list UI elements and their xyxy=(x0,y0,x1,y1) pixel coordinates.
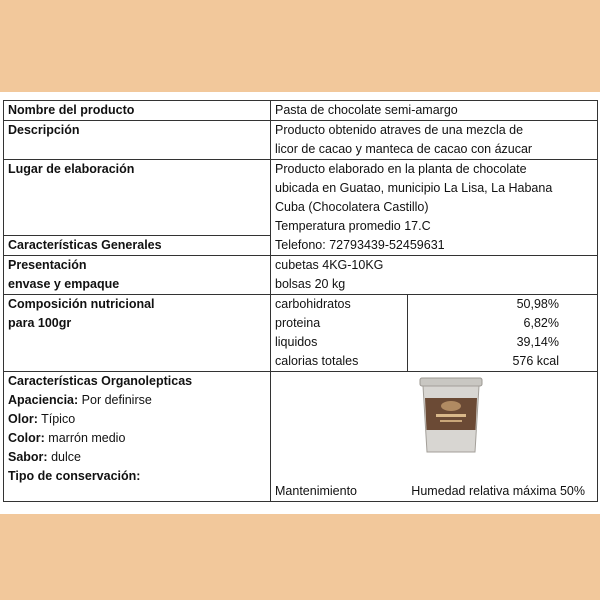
color-label: Color: xyxy=(8,431,45,445)
smell-value: Típico xyxy=(41,412,76,426)
nutrition-label-line: Composición nutricional xyxy=(8,297,155,311)
taste-value: dulce xyxy=(51,450,81,464)
smell-line xyxy=(8,410,266,429)
place-line: ubicada en Guatao, municipio La Lisa, La Habana xyxy=(275,181,553,195)
color-value: marrón medio xyxy=(48,431,126,445)
nutrient-values xyxy=(408,295,597,371)
general-label: Características Generales xyxy=(4,236,271,256)
appearance-line xyxy=(8,391,266,410)
nutrient-value: 50,98% xyxy=(516,297,559,311)
nutrient-value: 39,14% xyxy=(516,335,559,349)
nutrient-name: proteina xyxy=(275,316,321,330)
place-line: Cuba (Chocolatera Castillo) xyxy=(275,200,429,214)
organoleptic-title: Características Organolepticas xyxy=(8,374,193,388)
organoleptic-label xyxy=(4,372,271,502)
row-nutrition xyxy=(4,295,598,372)
nutrient-value: 576 kcal xyxy=(512,354,559,368)
appearance-label: Apaciencia: xyxy=(8,393,79,407)
presentation-label-line: envase y empaque xyxy=(8,277,120,291)
place-line: Telefono: 72793439-52459631 xyxy=(275,238,445,252)
presentation-line: bolsas 20 kg xyxy=(275,277,346,291)
product-spec-table xyxy=(3,100,598,502)
conservation-label: Tipo de conservación: xyxy=(8,469,141,483)
conservation-row xyxy=(275,482,593,501)
taste-line xyxy=(8,448,266,467)
appearance-value: Por definirse xyxy=(81,393,152,407)
spec-sheet xyxy=(0,92,600,514)
taste-label: Sabor: xyxy=(8,450,48,464)
humidity-text: Humedad relativa máxima 50% xyxy=(411,484,585,498)
presentation-line: cubetas 4KG-10KG xyxy=(275,258,384,272)
product-name-label: Nombre del producto xyxy=(4,101,271,121)
product-name-value: Pasta de chocolate semi-amargo xyxy=(271,101,598,121)
description-line: Producto obtenido atraves de una mezcla de xyxy=(275,123,524,137)
nutrient-value: 6,82% xyxy=(523,316,559,330)
place-label: Lugar de elaboración xyxy=(4,160,271,236)
row-place xyxy=(4,160,598,236)
description-value xyxy=(271,121,598,160)
organoleptic-value xyxy=(271,372,598,502)
row-product-name xyxy=(4,101,598,121)
description-label: Descripción xyxy=(4,121,271,160)
nutrition-label-line: para 100gr xyxy=(8,316,72,330)
row-presentation xyxy=(4,256,598,295)
row-description xyxy=(4,121,598,160)
row-organoleptic xyxy=(4,372,598,502)
nutrient-name: calorias totales xyxy=(275,354,359,368)
nutrient-name: liquidos xyxy=(275,335,318,349)
product-bucket-image xyxy=(418,376,484,456)
nutrient-name: carbohidratos xyxy=(275,297,351,311)
product-image-area xyxy=(275,372,593,482)
presentation-label xyxy=(4,256,271,295)
place-value xyxy=(271,160,598,256)
nutrition-grid xyxy=(271,295,597,371)
nutrient-names xyxy=(271,295,408,371)
nutrition-values xyxy=(271,295,598,372)
description-line: licor de cacao y manteca de cacao con ázucar xyxy=(275,142,533,156)
presentation-value xyxy=(271,256,598,295)
presentation-label-line: Presentación xyxy=(8,258,87,272)
color-line xyxy=(8,429,266,448)
place-line: Producto elaborado en la planta de chocolate xyxy=(275,162,527,176)
smell-label: Olor: xyxy=(8,412,38,426)
nutrition-label xyxy=(4,295,271,372)
maintenance-text: Mantenimiento xyxy=(275,484,357,498)
place-line: Temperatura promedio 17.C xyxy=(275,219,431,233)
